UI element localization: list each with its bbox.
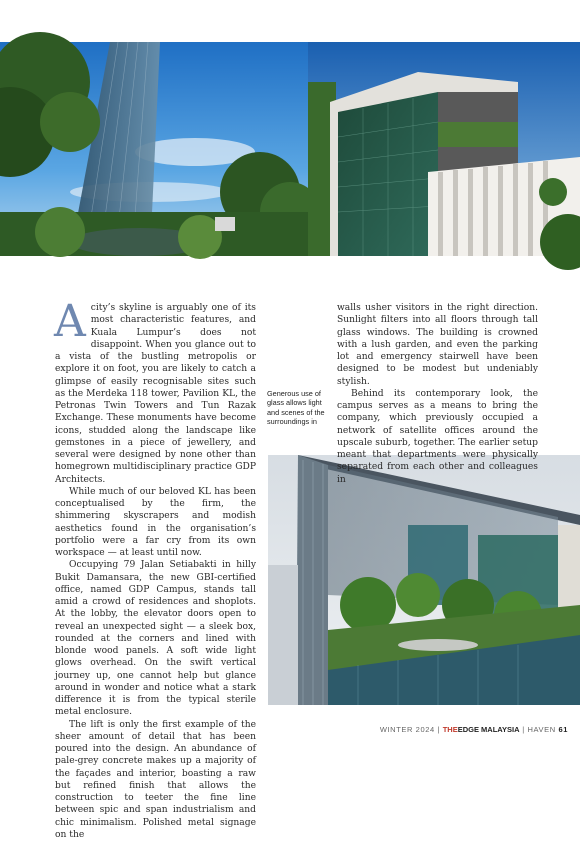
photo-garden-courtyard (0, 42, 308, 256)
article-column-left (55, 302, 256, 841)
article-paragraph: The lift is only the first example of the sheer amount of detail that has been poured into the design. An abundance of pale-grey concrete makes up a majority of the façades and interior, boasting a raw but refined finish that allows the construction to teeter the fine line between spic and span industrialism and chic minimalism. Polished metal signage on the (55, 719, 256, 841)
article-paragraph (55, 302, 256, 486)
photo-building-exterior-graphic (308, 42, 580, 256)
photo-rooftop-garden (268, 455, 580, 705)
photo-building-exterior (308, 42, 580, 256)
article-paragraph: While much of our beloved KL has been conceptualised by the firm, the shimmering skyscrapers and modish aesthetics found in the organisation’s portfolio were a far cry from its own workspace — at least until now. (55, 486, 256, 560)
article-column-right (337, 302, 538, 486)
brand-logo-edge: EDGE MALAYSIA (458, 725, 520, 734)
brand-logo-the: THE (443, 725, 458, 734)
page-number: 61 (558, 725, 568, 734)
footer-section: HAVEN (527, 725, 555, 734)
photo-garden-courtyard-graphic (0, 42, 308, 256)
page-footer (380, 725, 568, 734)
article-paragraph: Occupying 79 Jalan Setiabakti in hilly Bukit Damansara, the new GBI-certified office, named GDP Campus, stands tall amid a crowd of residences and shoplots. At the lobby, the elevator doors open to reveal an unexpected sight — a sleek box, rounded at the corners and lined with blonde wood panels. A soft wide light glows overhead. On the swift vertical journey up, one cannot help but glance around in wonder and notice what a stark difference it is from the typical sterile metal enclosure. (55, 559, 256, 718)
paragraph-text: city’s skyline is arguably one of its most characteristic features, and Kuala Lumpur’s does not disappoint. When you glance out to a vista of the bustling metropolis or explore it on foot, you are likely to catch a glimpse of easily recognisable sites such as the Merdeka 118 tower, Pavilion KL, the Petronas Twin Towers and Tun Razak Exchange. These monuments have become icons, studded along the landscape like gemstones in a piece of jewellery, and several were designed by none other than homegrown multidisciplinary practice GDP Architects. (55, 303, 256, 485)
footer-season: WINTER 2024 (380, 725, 435, 734)
photo-caption: Generous use of glass allows light and scenes of the surroundings in (267, 389, 325, 426)
article-paragraph: walls usher visitors in the right direction. Sunlight filters into all floors through tall glass windows. The building is crowned with a lush garden, and even the parking lot and emergency stairwell have been designed to be modest but undeniably stylish. (337, 302, 538, 388)
footer-separator: | (522, 725, 525, 734)
article-paragraph: Behind its contemporary look, the campus serves as a means to bring the company, which previously occupied a network of satellite offices around the upscale suburb, together. The earlier setup meant that departments were physically separated from each other and colleagues in (337, 388, 538, 486)
footer-separator: | (437, 725, 440, 734)
drop-cap: A (54, 304, 86, 340)
photo-rooftop-garden-graphic (268, 455, 580, 705)
